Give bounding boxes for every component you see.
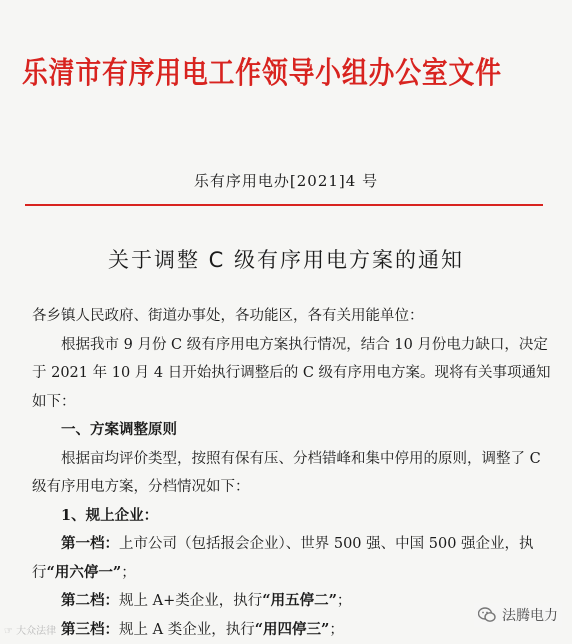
tier-rule: “用六停一” — [47, 564, 122, 581]
section-paragraph: 根据亩均评价类型，按照有保有压、分档错峰和集中停用的原则，调整了 C 级有序用电方案，分档情况如下： — [32, 445, 552, 502]
intro-paragraph: 根据我市 9 月份 C 级有序用电方案执行情况，结合 10 月份电力缺口，决定于 2021 年 10 月 4 日开始执行调整后的 C 级有序用电方案。现将有关事项通知如下： — [32, 331, 552, 417]
tier-end: ； — [337, 593, 352, 609]
tier-rule: “用五停二” — [262, 592, 337, 609]
tier-text: 上市公司（包括报会企业）、世界 500 强、中国 500 强企业，执行 — [32, 536, 534, 581]
tier-label: 第一档： — [61, 535, 119, 552]
tier-rule: “用四停三” — [255, 621, 330, 638]
tier-label: 第二档： — [61, 592, 119, 609]
red-divider — [25, 204, 543, 206]
watermark-right — [474, 603, 562, 627]
doc-body — [32, 302, 552, 644]
tier-item — [32, 530, 552, 587]
tier-end: ； — [121, 565, 136, 581]
addressee: 各乡镇人民政府、街道办事处，各功能区，各有关用能单位： — [32, 302, 552, 331]
tier-text: 规上 A+类企业，执行 — [119, 593, 262, 609]
tier-label: 第三档： — [61, 621, 119, 638]
watermark-left: ☞ 大众法律 — [4, 622, 56, 637]
doc-title: 关于调整 C 级有序用电方案的通知 — [0, 244, 572, 274]
section-heading: 一、方案调整原则 — [32, 416, 552, 445]
wechat-icon — [478, 607, 496, 623]
subsection-heading: 1、规上企业： — [32, 502, 552, 531]
doc-number: 乐有序用电办[2021]4 号 — [0, 170, 572, 191]
tier-end: ； — [329, 622, 344, 638]
watermark-account: 法腾电力 — [502, 605, 558, 625]
issuer-title: 乐清市有序用电工作领导小组办公室文件 — [22, 48, 478, 92]
tier-text: 规上 A 类企业，执行 — [119, 622, 255, 638]
